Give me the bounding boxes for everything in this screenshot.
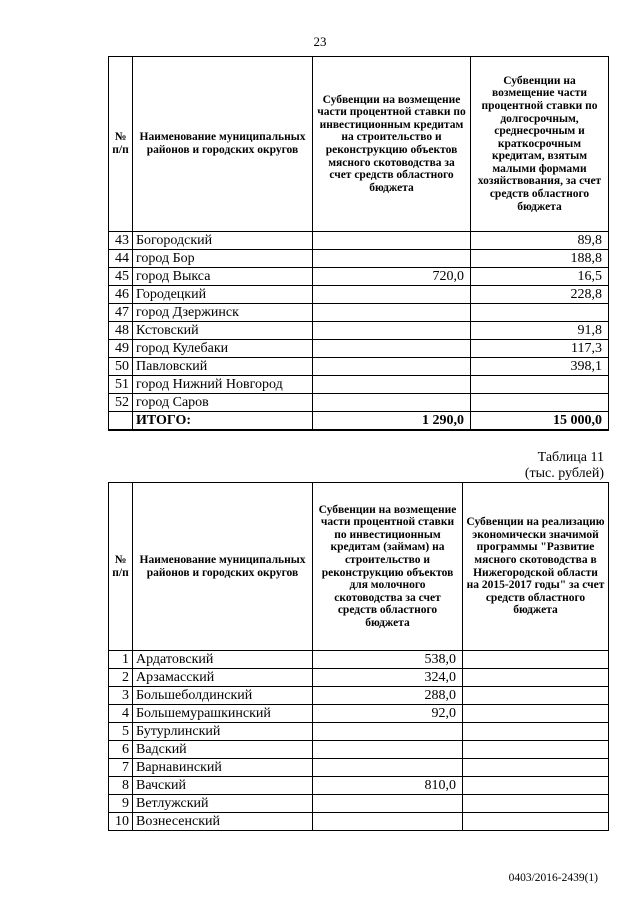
district-name: Городецкий [133, 286, 313, 304]
document-code: 0403/2016-2439(1) [508, 872, 598, 884]
subsidy-value-2 [471, 394, 609, 412]
table-row [109, 340, 609, 358]
subsidy-value-2: 16,5 [471, 268, 609, 286]
subsidy-value-2: 188,8 [471, 250, 609, 268]
subsidy-value-1: 324,0 [313, 669, 463, 687]
header-dairy-credit-subsidy: Субвенции на возмещение части процентной ставки по инвестиционным кредитам (займам) на строительство и реконструкцию объектов для молочного скотоводства за счет средств областного бюджета [313, 483, 463, 651]
total-row-number [109, 412, 133, 431]
district-name: Ардатовский [133, 651, 313, 669]
subsidy-value-1 [313, 795, 463, 813]
table-row [109, 669, 609, 687]
subsidy-value-2: 228,8 [471, 286, 609, 304]
row-number: 52 [109, 394, 133, 412]
district-name: город Кулебаки [133, 340, 313, 358]
table-row [109, 723, 609, 741]
total-small-business-subsidy: 15 000,0 [471, 412, 609, 431]
header-district-name: Наименование муниципальных районов и городских округов [133, 57, 313, 232]
table-row [109, 705, 609, 723]
total-row [109, 412, 609, 431]
district-name: город Дзержинск [133, 304, 313, 322]
subsidy-value-1: 288,0 [313, 687, 463, 705]
subsidy-value-1 [313, 304, 471, 322]
table-row [109, 795, 609, 813]
row-number: 44 [109, 250, 133, 268]
table-row [109, 376, 609, 394]
subsidy-value-1 [313, 340, 471, 358]
subsidy-value-1 [313, 394, 471, 412]
subsidy-value-1 [313, 250, 471, 268]
subsidy-value-1 [313, 286, 471, 304]
district-name: Ветлужский [133, 795, 313, 813]
table-row [109, 358, 609, 376]
subsidy-value-2 [471, 376, 609, 394]
subsidy-value-2 [463, 795, 609, 813]
subsidy-value-1 [313, 813, 463, 831]
subsidy-value-1 [313, 759, 463, 777]
subsidy-value-2 [463, 705, 609, 723]
subsidy-value-1 [313, 322, 471, 340]
table-row [109, 322, 609, 340]
total-meat-credit-subsidy: 1 290,0 [313, 412, 471, 431]
subsidy-table-continued [108, 56, 609, 431]
subsidy-value-1: 538,0 [313, 651, 463, 669]
row-number: 49 [109, 340, 133, 358]
subsidy-value-2: 89,8 [471, 232, 609, 250]
district-name: Бутурлинский [133, 723, 313, 741]
row-number: 50 [109, 358, 133, 376]
row-number: 46 [109, 286, 133, 304]
header-row-number: № п/п [109, 57, 133, 232]
district-name: Большеболдинский [133, 687, 313, 705]
district-name: Вачский [133, 777, 313, 795]
subsidy-value-2: 398,1 [471, 358, 609, 376]
subsidy-value-1: 810,0 [313, 777, 463, 795]
district-name: Арзамасский [133, 669, 313, 687]
row-number: 10 [109, 813, 133, 831]
subsidy-value-2 [463, 759, 609, 777]
row-number: 1 [109, 651, 133, 669]
table-row [109, 759, 609, 777]
page-number: 23 [313, 34, 327, 49]
subsidy-value-2 [463, 813, 609, 831]
subsidy-value-2 [463, 651, 609, 669]
district-name: Павловский [133, 358, 313, 376]
header-meat-program-subsidy: Субвенции на реализацию экономически значимой программы "Развитие мясного скотоводства в Нижегородской области на 2015-2017 годы" за счет средств областного бюджета [463, 483, 609, 651]
subsidy-value-1 [313, 232, 471, 250]
district-name: город Выкса [133, 268, 313, 286]
row-number: 3 [109, 687, 133, 705]
district-name: город Бор [133, 250, 313, 268]
subsidy-value-1: 720,0 [313, 268, 471, 286]
row-number: 6 [109, 741, 133, 759]
row-number: 8 [109, 777, 133, 795]
table-row [109, 286, 609, 304]
subsidy-value-1 [313, 376, 471, 394]
row-number: 7 [109, 759, 133, 777]
subsidy-value-2: 117,3 [471, 340, 609, 358]
district-name: Вознесенский [133, 813, 313, 831]
district-name: Богородский [133, 232, 313, 250]
subsidy-table-11 [108, 482, 609, 831]
table-row [109, 651, 609, 669]
header-row-number: № п/п [109, 483, 133, 651]
table-row [109, 813, 609, 831]
district-name: город Саров [133, 394, 313, 412]
table-caption: Таблица 11 [537, 450, 604, 465]
row-number: 51 [109, 376, 133, 394]
subsidy-value-1 [313, 741, 463, 759]
row-number: 43 [109, 232, 133, 250]
subsidy-value-2 [463, 777, 609, 795]
subsidy-value-2 [463, 723, 609, 741]
subsidy-value-2 [463, 669, 609, 687]
subsidy-value-1 [313, 723, 463, 741]
table-row [109, 232, 609, 250]
table-row [109, 304, 609, 322]
header-small-business-subsidy: Субвенции на возмещение части процентной ставки по долгосрочным, среднесрочным и краткосрочным кредитам, взятым малыми формами хозяйствования, за счет средств областного бюджета [471, 57, 609, 232]
row-number: 2 [109, 669, 133, 687]
row-number: 45 [109, 268, 133, 286]
subsidy-value-2: 91,8 [471, 322, 609, 340]
header-district-name: Наименование муниципальных районов и городских округов [133, 483, 313, 651]
table-unit: (тыс. рублей) [524, 466, 604, 481]
subsidy-value-1 [313, 358, 471, 376]
table-row [109, 777, 609, 795]
subsidy-value-2 [471, 304, 609, 322]
row-number: 4 [109, 705, 133, 723]
header-meat-credit-subsidy: Субвенции на возмещение части процентной ставки по инвестиционным кредитам на строительство и реконструкцию объектов мясного скотоводства за счет средств областного бюджета [313, 57, 471, 232]
district-name: Большемурашкинский [133, 705, 313, 723]
table-row [109, 741, 609, 759]
table-row [109, 687, 609, 705]
row-number: 5 [109, 723, 133, 741]
subsidy-value-2 [463, 741, 609, 759]
total-label: ИТОГО: [133, 412, 313, 431]
row-number: 47 [109, 304, 133, 322]
district-name: Варнавинский [133, 759, 313, 777]
subsidy-value-2 [463, 687, 609, 705]
district-name: город Нижний Новгород [133, 376, 313, 394]
subsidy-value-1: 92,0 [313, 705, 463, 723]
row-number: 9 [109, 795, 133, 813]
table-row [109, 268, 609, 286]
row-number: 48 [109, 322, 133, 340]
table-row [109, 394, 609, 412]
district-name: Кстовский [133, 322, 313, 340]
district-name: Вадский [133, 741, 313, 759]
table-row [109, 250, 609, 268]
